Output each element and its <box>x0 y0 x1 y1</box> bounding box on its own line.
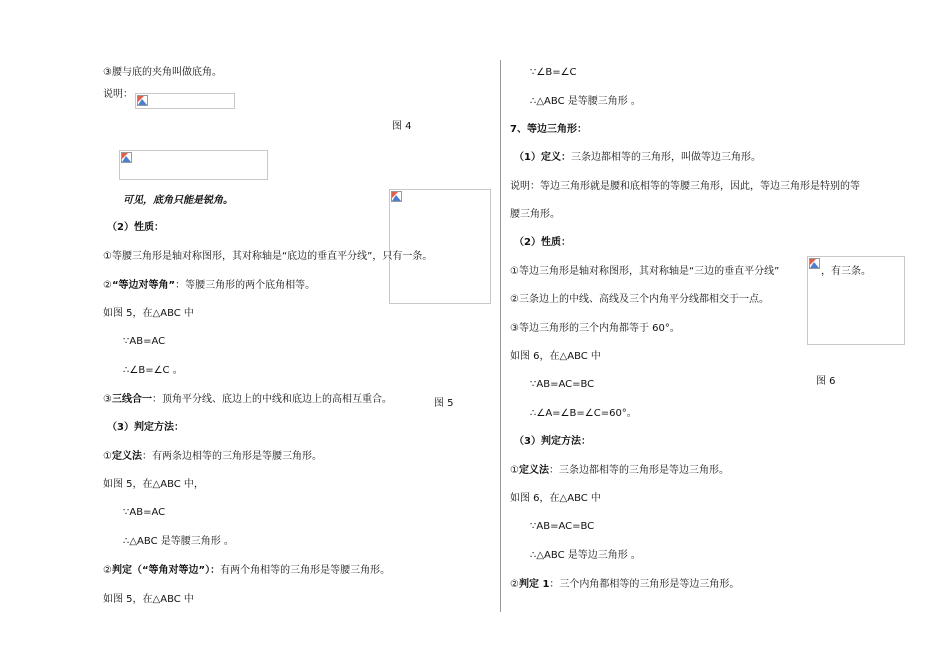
text-line: ∴△ABC 是等腰三角形 。 <box>530 96 641 107</box>
list-marker: ② <box>510 579 519 590</box>
text-line: ①等边三角形是轴对称图形，其对称轴是“三边的垂直平分线” <box>510 266 780 277</box>
term: 定义法 <box>111 451 142 462</box>
text-line: ∵AB=AC=BC <box>530 379 595 390</box>
broken-image-icon <box>121 152 132 163</box>
figure-caption: 图 5 <box>434 398 454 409</box>
text-line <box>510 578 739 592</box>
text-line: 说明：等边三角形就是腰和底相等的等腰三角形，因此，等边三角形是特别的等 <box>510 181 860 192</box>
list-marker: ③ <box>103 394 112 405</box>
text-line <box>103 450 322 464</box>
figure-image <box>135 93 235 109</box>
term: 判定（“等角对等边”）： <box>111 565 221 576</box>
text-line: 如图 5，在△ABC 中， <box>103 479 204 490</box>
broken-image-icon <box>137 95 148 106</box>
text-line <box>103 393 392 407</box>
text-line: ①等腰三角形是轴对称图形，其对称轴是“底边的垂直平分线”，只有一条。 <box>103 251 433 262</box>
broken-image-icon <box>809 258 820 269</box>
term: 定义法 <box>518 465 549 476</box>
list-marker: ② <box>103 280 112 291</box>
text-line: ∵∠B=∠C <box>530 67 577 78</box>
term: “等边对等角” <box>111 280 176 291</box>
text-line: 腰三角形。 <box>510 209 560 220</box>
text-line: 如图 5，在△ABC 中 <box>103 594 194 605</box>
text-line: ②三条边上的中线、高线及三个内角平分线都相交于一点。 <box>510 294 769 305</box>
definition: ：有两条边相等的三角形是等腰三角形。 <box>141 451 322 462</box>
figure-image <box>119 150 268 180</box>
section-heading: （2）性质： <box>107 222 164 233</box>
text-line: ∴△ABC 是等腰三角形 。 <box>123 536 234 547</box>
section-heading: 7、等边三角形： <box>510 124 587 135</box>
text-line: 如图 6，在△ABC 中 <box>510 493 601 504</box>
text-line: ③等边三角形的三个内角都等于 60°。 <box>510 323 680 334</box>
definition: 有两个角相等的三角形是等腰三角形。 <box>220 565 391 576</box>
definition: ：等腰三角形的两个底角相等。 <box>175 280 316 291</box>
term: 判定 1 <box>518 579 550 590</box>
list-marker: ① <box>103 451 112 462</box>
text-line: ∴∠B=∠C 。 <box>123 365 183 376</box>
section-heading: （3）判定方法： <box>107 422 184 433</box>
text-line: ∴△ABC 是等边三角形 。 <box>530 550 641 561</box>
definition: ：三条边都相等的三角形是等边三角形。 <box>548 465 729 476</box>
text-line <box>103 564 390 578</box>
text-line: ∴∠A=∠B=∠C=60°。 <box>530 408 637 419</box>
term: （1）定义： <box>514 152 571 163</box>
definition: 三条边都相等的三角形，叫做等边三角形。 <box>570 152 761 163</box>
text-line <box>514 151 761 165</box>
figure-image <box>389 189 491 304</box>
definition: ：三个内角都相等的三角形是等边三角形。 <box>549 579 740 590</box>
definition: ：顶角平分线、底边上的中线和底边上的高相互重合。 <box>151 394 392 405</box>
text-line: 如图 6，在△ABC 中 <box>510 351 601 362</box>
term: 三线合一 <box>111 394 152 405</box>
figure-caption: 图 4 <box>392 121 412 132</box>
list-marker: ① <box>510 465 519 476</box>
text-line: ∵AB=AC <box>123 507 166 518</box>
column-divider <box>500 60 501 612</box>
section-heading: （3）判定方法： <box>514 436 591 447</box>
text-line <box>510 464 729 478</box>
figure-caption: 图 6 <box>816 376 836 387</box>
text-line: ③腰与底的夹角叫做底角。 <box>103 67 222 78</box>
text-line: 说明： <box>103 89 133 100</box>
text-line: ∵AB=AC <box>123 336 166 347</box>
text-line: 可见，底角只能是锐角。 <box>123 195 233 206</box>
text-line <box>103 279 315 293</box>
text-line: ∵AB=AC=BC <box>530 521 595 532</box>
section-heading: （2）性质： <box>514 237 571 248</box>
text-line: 如图 5，在△ABC 中 <box>103 308 194 319</box>
text-line: ，有三条。 <box>821 266 871 277</box>
broken-image-icon <box>391 191 402 202</box>
list-marker: ② <box>103 565 112 576</box>
